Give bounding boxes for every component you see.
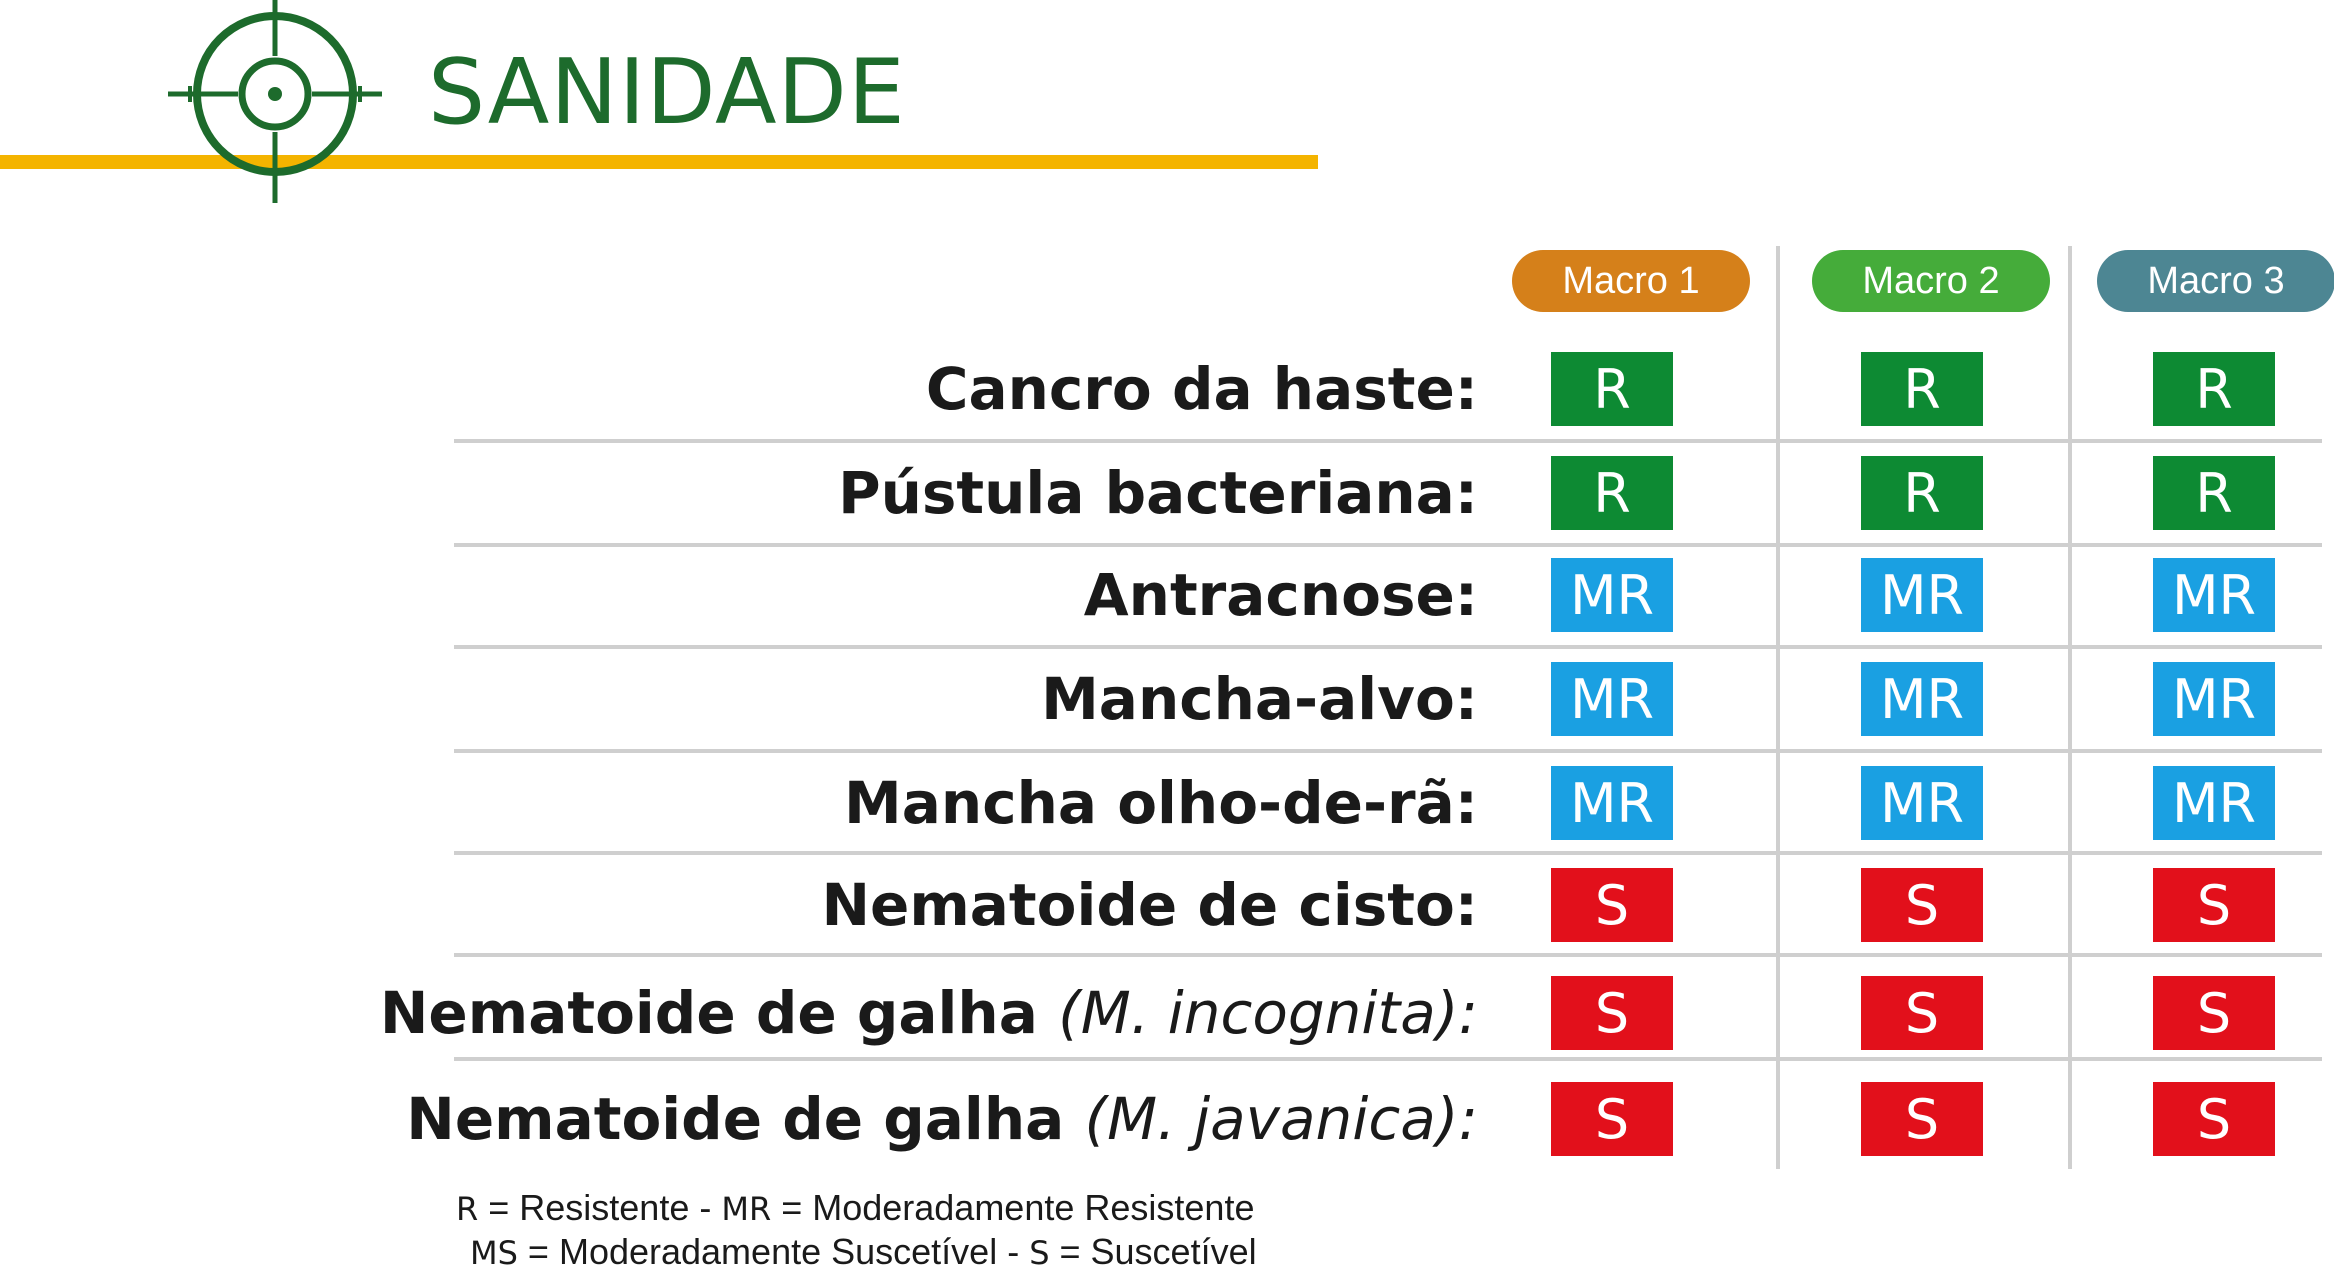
disease-name: Mancha-alvo: xyxy=(1041,665,1478,733)
disease-name: Nematoide de galha xyxy=(379,979,1059,1047)
row-divider xyxy=(454,543,2322,547)
column-header-macro-1: Macro 1 xyxy=(1512,250,1750,312)
rating-badge: MR xyxy=(2153,662,2275,736)
page-title: SANIDADE xyxy=(428,40,906,145)
rating-badge: MR xyxy=(1861,558,1983,632)
disease-name: Cancro da haste: xyxy=(925,355,1478,423)
disease-name: Nematoide de cisto: xyxy=(821,871,1478,939)
crosshair-target-icon xyxy=(160,0,390,208)
legend-description: = Moderadamente Resistente xyxy=(771,1187,1255,1228)
disease-name: Mancha olho-de-rã: xyxy=(844,769,1478,837)
rating-badge: S xyxy=(1551,1082,1673,1156)
column-header-macro-2: Macro 2 xyxy=(1812,250,2050,312)
rating-badge: S xyxy=(1551,976,1673,1050)
rating-badge: S xyxy=(2153,1082,2275,1156)
legend-code: R xyxy=(456,1190,479,1228)
row-label xyxy=(406,1085,1478,1153)
legend-line2 xyxy=(470,1231,1257,1272)
column-divider xyxy=(1776,246,1780,1169)
row-label xyxy=(838,459,1478,527)
row-divider xyxy=(454,749,2322,753)
row-label xyxy=(379,979,1478,1047)
legend-description: = Resistente - xyxy=(478,1187,722,1228)
legend-code: S xyxy=(1029,1234,1050,1272)
rating-badge: S xyxy=(2153,976,2275,1050)
rating-badge: MR xyxy=(2153,558,2275,632)
row-label xyxy=(1041,665,1478,733)
disease-species: (M. javanica): xyxy=(1084,1085,1478,1153)
rating-badge: MR xyxy=(1551,766,1673,840)
legend-code: MS xyxy=(470,1234,518,1272)
column-header-macro-3: Macro 3 xyxy=(2097,250,2334,312)
disease-name: Antracnose: xyxy=(1083,561,1478,629)
rating-badge: R xyxy=(1861,352,1983,426)
column-divider xyxy=(2068,246,2072,1169)
rating-badge: S xyxy=(1861,976,1983,1050)
legend-description: = Suscetível xyxy=(1049,1231,1257,1272)
legend-description: = Moderadamente Suscetível - xyxy=(517,1231,1030,1272)
rating-badge: R xyxy=(1861,456,1983,530)
rating-badge: S xyxy=(1861,868,1983,942)
rating-badge: S xyxy=(2153,868,2275,942)
row-label xyxy=(821,871,1478,939)
row-divider xyxy=(454,1057,2322,1061)
row-label xyxy=(1083,561,1478,629)
legend-line1 xyxy=(456,1187,1255,1228)
rating-badge: R xyxy=(1551,352,1673,426)
rating-badge: MR xyxy=(2153,766,2275,840)
disease-name: Nematoide de galha xyxy=(406,1085,1085,1153)
rating-badge: S xyxy=(1861,1082,1983,1156)
rating-badge: MR xyxy=(1551,558,1673,632)
rating-badge: S xyxy=(1551,868,1673,942)
rating-badge: MR xyxy=(1551,662,1673,736)
row-divider xyxy=(454,645,2322,649)
rating-badge: R xyxy=(1551,456,1673,530)
rating-badge: MR xyxy=(1861,662,1983,736)
row-divider xyxy=(454,953,2322,957)
rating-badge: R xyxy=(2153,456,2275,530)
row-divider xyxy=(454,851,2322,855)
row-label xyxy=(925,355,1478,423)
disease-species: (M. incognita): xyxy=(1058,979,1478,1047)
row-divider xyxy=(454,439,2322,443)
disease-name: Pústula bacteriana: xyxy=(838,459,1478,527)
rating-badge: MR xyxy=(1861,766,1983,840)
rating-badge: R xyxy=(2153,352,2275,426)
row-label xyxy=(844,769,1478,837)
legend-code: MR xyxy=(721,1190,772,1228)
